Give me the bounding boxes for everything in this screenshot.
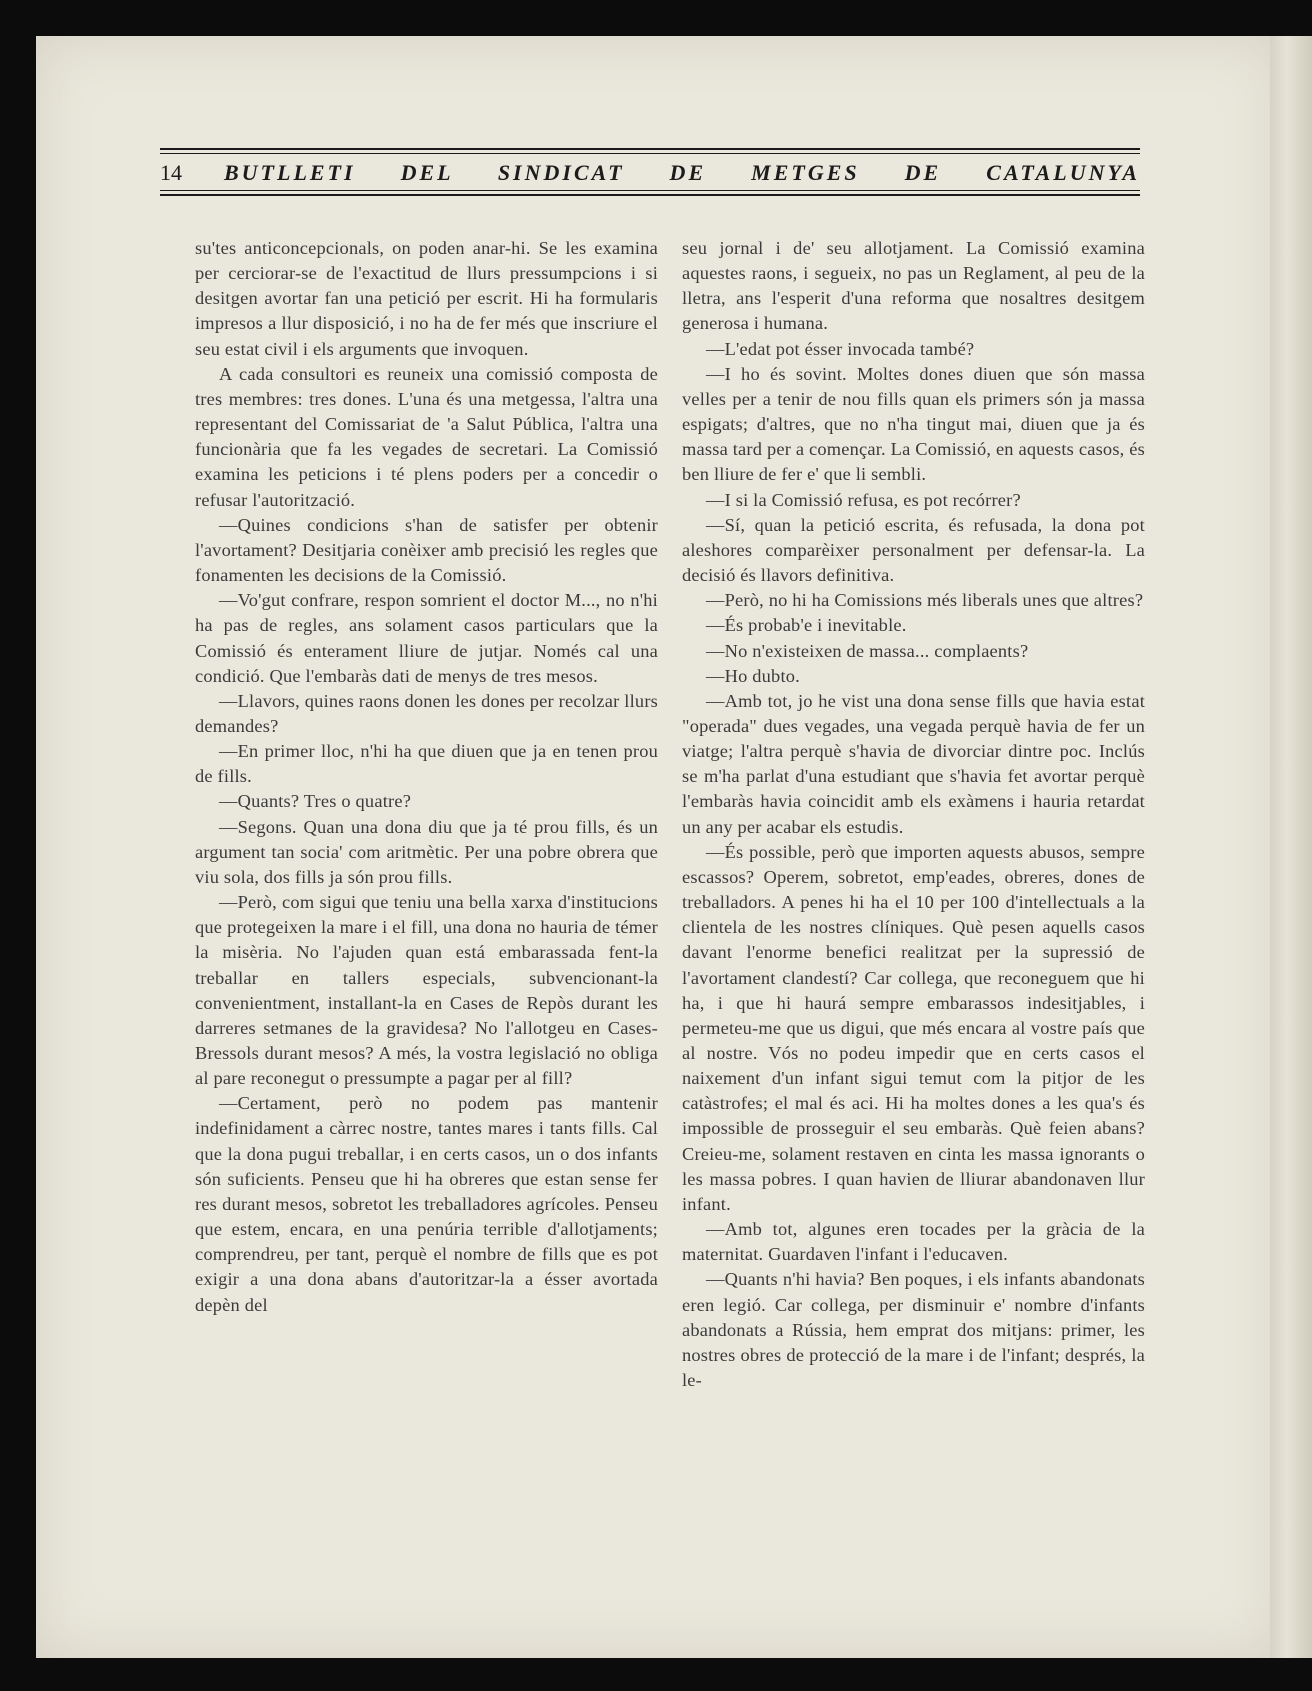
header-bottom-rule <box>160 190 1140 199</box>
paragraph: —Amb tot, jo he vist una dona sense fills que havia estat "operada" dues vegades, una vegada perquè havia de fer un viatge; l'altra perquè s'havia de divorciar dintre poc. Inclús se m'ha parlat d'una estudiant que s'havia fet avortar perquè l'embaràs havia coincidit amb els exàmens i hauria retardat un any per acabar els estudis. <box>682 690 1145 837</box>
paragraph: —Quants n'hi havia? Ben poques, i els infants abandonats eren legió. Car collega, per disminuir e' nombre d'infants abandonats a Rússia, hem emprat dos mitjans: primer, les nostres obres de protecció de la mare i de l'infant; després, la le- <box>682 1269 1145 1391</box>
paragraph: —L'edat pot ésser invocada també? <box>706 338 975 359</box>
header-top-rule <box>160 148 1140 157</box>
paragraph: —Quants? Tres o quatre? <box>219 791 412 812</box>
paragraph: —En primer lloc, n'hi ha que diuen que ja en tenen prou de fills. <box>195 741 658 787</box>
paragraph: —Sí, quan la petició escrita, és refusada, la dona pot aleshores comparèixer personalment per defensar-la. La decisió és llavors definitiva. <box>682 514 1145 586</box>
paragraph: A cada consultori es reuneix una comissió composta de tres membres: tres dones. L'una és una metgessa, l'altra una representant del Comissariat de 'a Salut Pública, l'altra una funcionària que fa les vegades de secretari. La Comissió examina les peticions i té plens poders per a concedir o refusar l'autorització. <box>195 363 658 510</box>
paragraph: —És possible, però que importen aquests abusos, sempre escassos? Operem, sobretot, emp'eades, obreres, dones de treballadors. A penes hi ha el 10 per 100 d'intellectuals a la clientela de les nostres clíniques. Què pesen aquells casos davant l'enorme benefici realitzat per la supressió de l'avortament clandestí? Car collega, que reconeguem que hi ha, i que hi haurá sempre embarassos indesitjables, i permeteu-me que us digui, que més encara al vostre país que al nostre. Vós no podeu impedir que en certs casos el naixement d'un infant sigui temut com la pitjor de les catàstrofes; el mal és aci. Hi ha moltes dones a les qua's és impossible de prosseguir el seu embaràs. Què feien abans? Creieu-me, solament restaven en cinta les massa ignorants o les massa pobres. I quan havien de lliurar abandonaven llur infant. <box>682 841 1145 1214</box>
paragraph: —Amb tot, algunes eren tocades per la gràcia de la maternitat. Guardaven l'infant i l'educaven. <box>682 1219 1145 1265</box>
column-right <box>682 236 1145 1393</box>
paragraph: su'tes anticoncepcionals, on poden anar-hi. Se les examina per cerciorar-se de l'exactitud de llurs pressumpcions i si desitgen avortar fan una petició per escrit. Hi ha formularis impresos a llur disposició, i no ha de fer més que inscriure el seu estat civil i els arguments que invoquen. <box>195 238 658 359</box>
page-header <box>160 110 1140 206</box>
page-number: 14 <box>160 160 182 185</box>
paragraph: —És probab'e i inevitable. <box>706 615 907 636</box>
running-head <box>160 160 1140 186</box>
next-page-edge <box>1270 36 1312 1658</box>
paragraph: —I si la Comissió refusa, es pot recórrer? <box>706 489 1021 510</box>
paragraph: —Certament, però no podem pas mantenir indefinidament a càrrec nostre, tantes mares i tants fills. Cal que la dona pugui treballar, i en certs casos, un o dos infants són suficients. Penseu que hi ha obreres que estan sense fer res durant mesos, sobretot les treballadores agrícoles. Penseu que estem, encara, en una penúria terrible d'allotjaments; comprendreu, per tant, perquè el nombre de fills que es pot exigir a una dona abans d'autoritzar-la a ésser avortada depèn del <box>195 1093 658 1315</box>
paragraph: —I ho és sovint. Moltes dones diuen que són massa velles per a tenir de nou fills quan els primers són ja massa espigats; d'altres, que no n'ha tingut mai, diuen que ja és massa tard per a començar. La Comissió, en aquests casos, és ben lliure de fer e' que li sembli. <box>682 363 1145 485</box>
journal-title: BUTLLETI DEL SINDICAT DE METGES DE CATALUNYA <box>224 160 1140 185</box>
paragraph: —Llavors, quines raons donen les dones per recolzar llurs demandes? <box>195 690 658 736</box>
paragraph: —Però, com sigui que teniu una bella xarxa d'institucions que protegeixen la mare i el fill, una dona no hauria de témer la misèria. No l'ajuden quan está embarassada fent-la treballar en tallers especials, subvencionant-la convenientment, installant-la en Cases de Repòs durant les darreres setmanes de la gravidesa? No l'allotgeu en Cases-Bressols durant mesos? A més, la vostra legislació no obliga al pare reconegut o pressumpte a pagar per al fill? <box>195 892 658 1089</box>
paragraph: —Ho dubto. <box>706 665 800 686</box>
paragraph: —Quines condicions s'han de satisfer per obtenir l'avortament? Desitjaria conèixer amb precisió les regles que fonamenten les decisions de la Comissió. <box>195 514 658 586</box>
paragraph: —No n'existeixen de massa... complaents? <box>706 640 1029 661</box>
paragraph: —Segons. Quan una dona diu que ja té prou fills, és un argument tan socia' com aritmètic. Per una pobre obrera que viu sola, dos fills ja són prou fills. <box>195 816 658 887</box>
paragraph: —Vo'gut confrare, respon somrient el doctor M..., no n'hi ha pas de regles, ans solament casos particulars que la Comissió és enterament lliure de jutjar. Només cal una condició. Que l'embaràs dati de menys de tres mesos. <box>195 590 658 686</box>
paragraph: seu jornal i de' seu allotjament. La Comissió examina aquestes raons, i segueix, no pas un Reglament, al peu de la lletra, ans l'esperit d'una reforma que nosaltres desitgem generosa i humana. <box>682 238 1145 334</box>
column-left <box>195 236 658 1393</box>
article-body <box>195 236 1145 1393</box>
paragraph: —Però, no hi ha Comissions més liberals unes que altres? <box>706 590 1144 611</box>
